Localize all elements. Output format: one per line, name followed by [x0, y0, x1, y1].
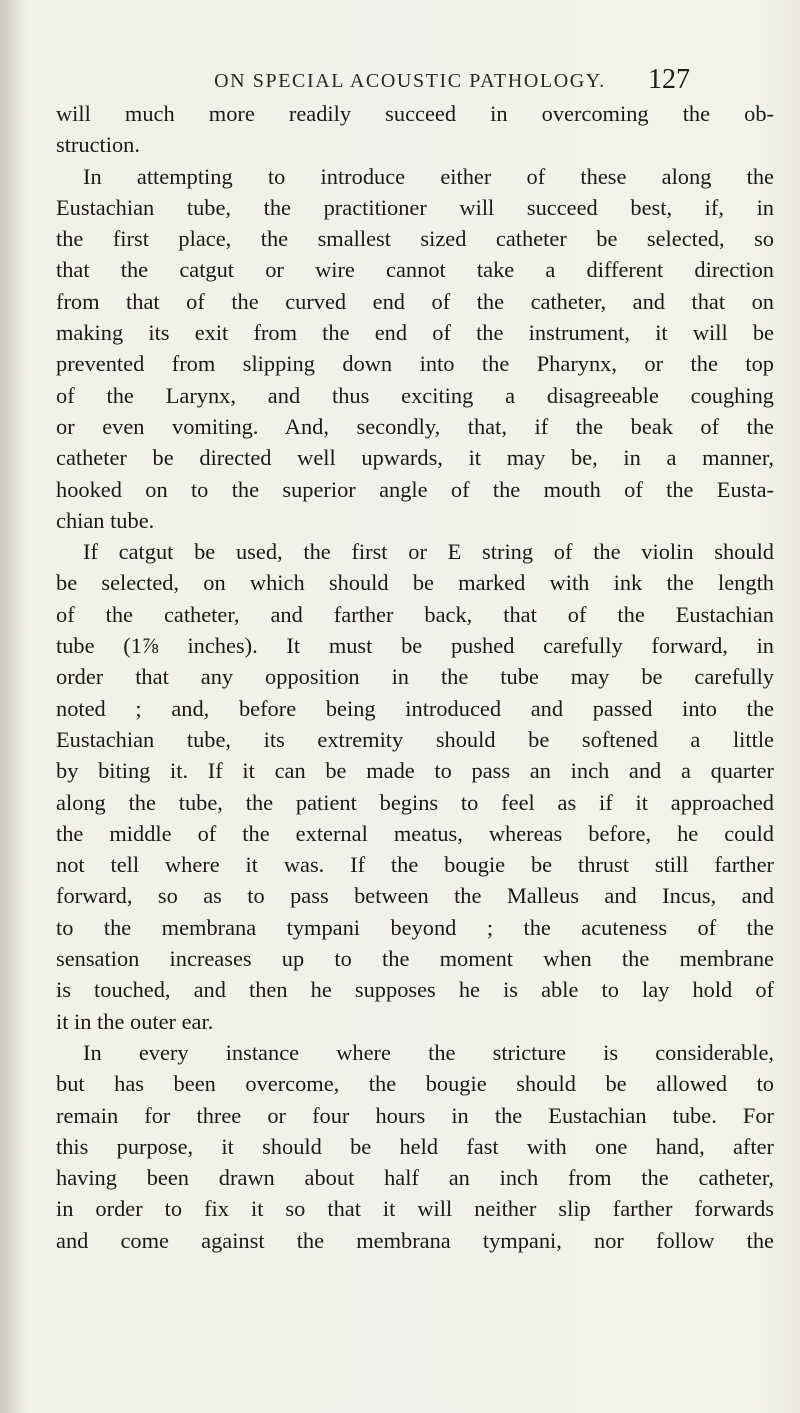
page-gutter-shadow [0, 0, 24, 1413]
text-line: but has been overcome, the bougie should be allowed to [56, 1071, 774, 1097]
text-line: tube (1⅞ inches). It must be pushed carefully forward, in [56, 633, 774, 659]
text-line: the middle of the external meatus, whereas before, he could [56, 820, 774, 846]
text-line: making its exit from the end of the instrument, it will be [56, 320, 774, 346]
text-line: from that of the curved end of the catheter, and that on [56, 288, 774, 314]
text-line: catheter be directed well upwards, it may be, in a manner, [56, 445, 774, 471]
text-line: and come against the membrana tympani, nor follow the [56, 1227, 774, 1253]
text-line: will much more readily succeed in overcoming the ob- [56, 101, 774, 126]
text-line: struction. [56, 132, 140, 158]
text-line: If catgut be used, the first or E string of the violin should [83, 539, 774, 565]
text-line: the first place, the smallest sized catheter be selected, so [56, 226, 774, 252]
text-line: In every instance where the stricture is considerable, [83, 1039, 774, 1065]
text-line: prevented from slipping down into the Pharynx, or the top [56, 351, 774, 377]
text-line: or even vomiting. And, secondly, that, if the beak of the [56, 413, 774, 439]
text-line: remain for three or four hours in the Eustachian tube. For [56, 1102, 774, 1128]
body-text [56, 98, 774, 1256]
text-line: In attempting to introduce either of these along the [83, 163, 774, 189]
page-number: 127 [648, 64, 690, 95]
text-line: that the catgut or wire cannot take a different direction [56, 257, 774, 283]
text-line: of the Larynx, and thus exciting a disagreeable coughing [56, 382, 774, 408]
text-line: in order to fix it so that it will neither slip farther forwards [56, 1196, 774, 1222]
text-line: is touched, and then he supposes he is able to lay hold of [56, 977, 774, 1003]
text-line: noted ; and, before being introduced and passed into the [56, 695, 774, 721]
text-line: to the membrana tympani beyond ; the acuteness of the [56, 914, 774, 940]
text-line: chian tube. [56, 507, 155, 533]
text-line: Eustachian tube, its extremity should be softened a little [56, 726, 774, 752]
text-line: order that any opposition in the tube may be carefully [56, 664, 774, 690]
text-line: be selected, on which should be marked with ink the length [56, 570, 774, 596]
text-line: hooked on to the superior angle of the mouth of the Eusta- [56, 476, 774, 502]
running-head: ON SPECIAL ACOUSTIC PATHOLOGY. [214, 70, 606, 92]
text-line: having been drawn about half an inch from the catheter, [56, 1165, 774, 1191]
text-line: by biting it. If it can be made to pass an inch and a quarter [56, 758, 774, 784]
text-line: it in the outer ear. [56, 1008, 214, 1034]
text-line: not tell where it was. If the bougie be thrust still farther [56, 852, 774, 878]
text-line: forward, so as to pass between the Malleus and Incus, and [56, 883, 774, 909]
text-line: Eustachian tube, the practitioner will succeed best, if, in [56, 194, 774, 220]
text-line: along the tube, the patient begins to feel as if it approached [56, 789, 774, 815]
text-line: sensation increases up to the moment when the membrane [56, 946, 774, 972]
text-line: of the catheter, and farther back, that of the Eustachian [56, 601, 774, 627]
text-line: this purpose, it should be held fast with one hand, after [56, 1133, 774, 1159]
